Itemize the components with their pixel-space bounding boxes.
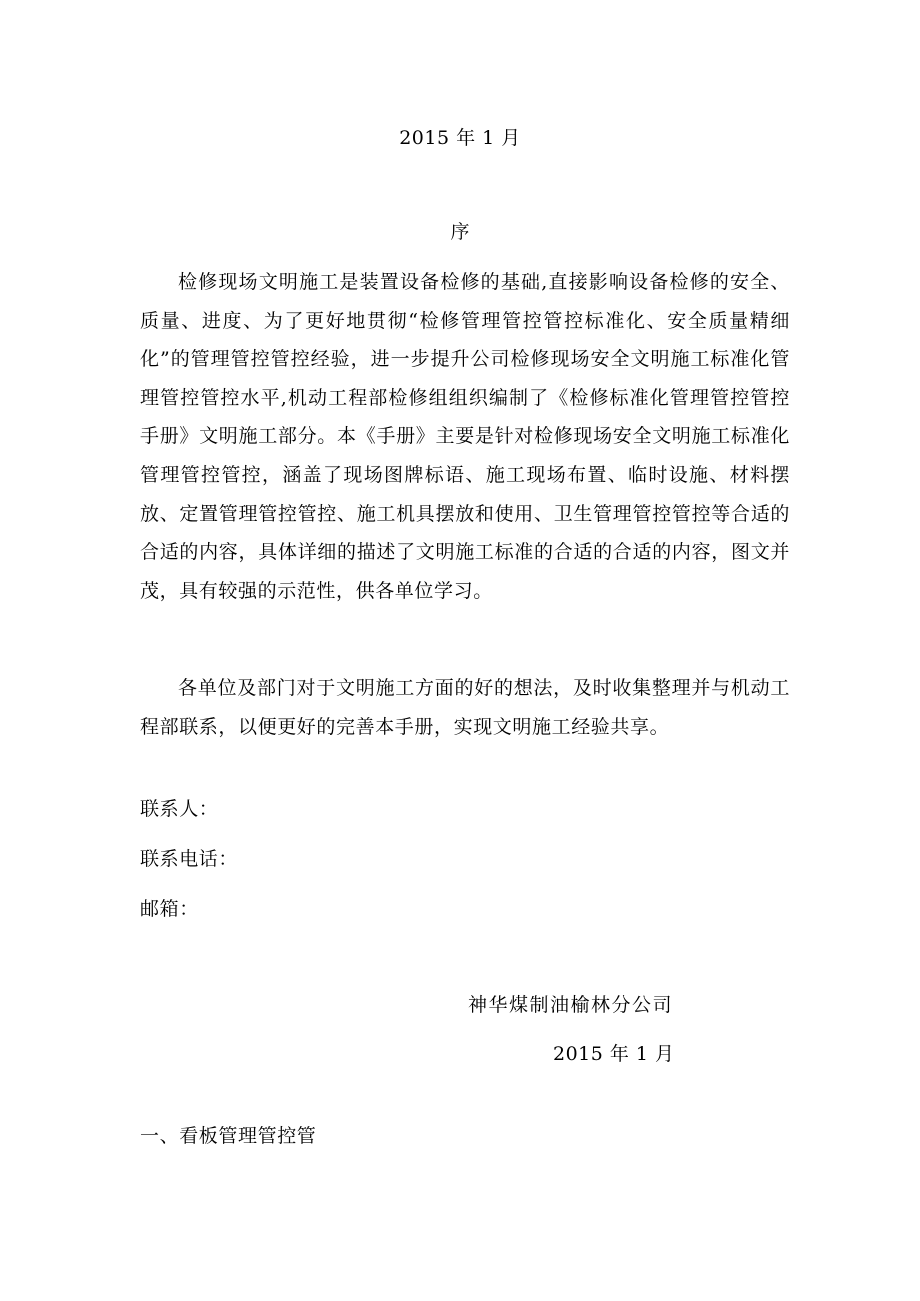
section-heading: 一、看板管理管控管 [140, 1125, 317, 1147]
contact-email-label: 邮箱： [140, 898, 199, 920]
preface-title: 序 [450, 221, 470, 243]
contact-phone-label: 联系电话： [140, 848, 239, 870]
contact-person-label: 联系人： [140, 798, 219, 820]
signature-date: 2015 年 1 月 [553, 1043, 675, 1065]
preface-paragraph-2: 各单位及部门对于文明施工方面的好的想法，及时收集整理并与机动工程部联系，以便更好的完善本手册，实现文明施工经验共享。 [140, 677, 790, 738]
signature-company: 神华煤制油榆林分公司 [468, 994, 674, 1016]
header-date: 2015 年 1 月 [399, 127, 521, 149]
preface-paragraph-1: 检修现场文明施工是装置设备检修的基础,直接影响设备检修的安全、质量、进度、为了更好地贯彻“检修管理管控管控标准化、安全质量精细化”的管理管控管控经验，进一步提升公司检修现场安全文明施工标准化管理管控管控水平,机动工程部检修组组织编制了《检修标准化管理管控管控手册》文明施工部分。本《手册》主要是针对检修现场安全文明施工标准化管理管控管控，涵盖了现场图牌标语、施工现场布置、临时设施、材料摆放、定置管理管控管控、施工机具摆放和使用、卫生管理管控管控等合适的合适的内容，具体详细的描述了文明施工标准的合适的合适的内容，图文并茂，具有较强的示范性，供各单位学习。 [140, 271, 790, 602]
